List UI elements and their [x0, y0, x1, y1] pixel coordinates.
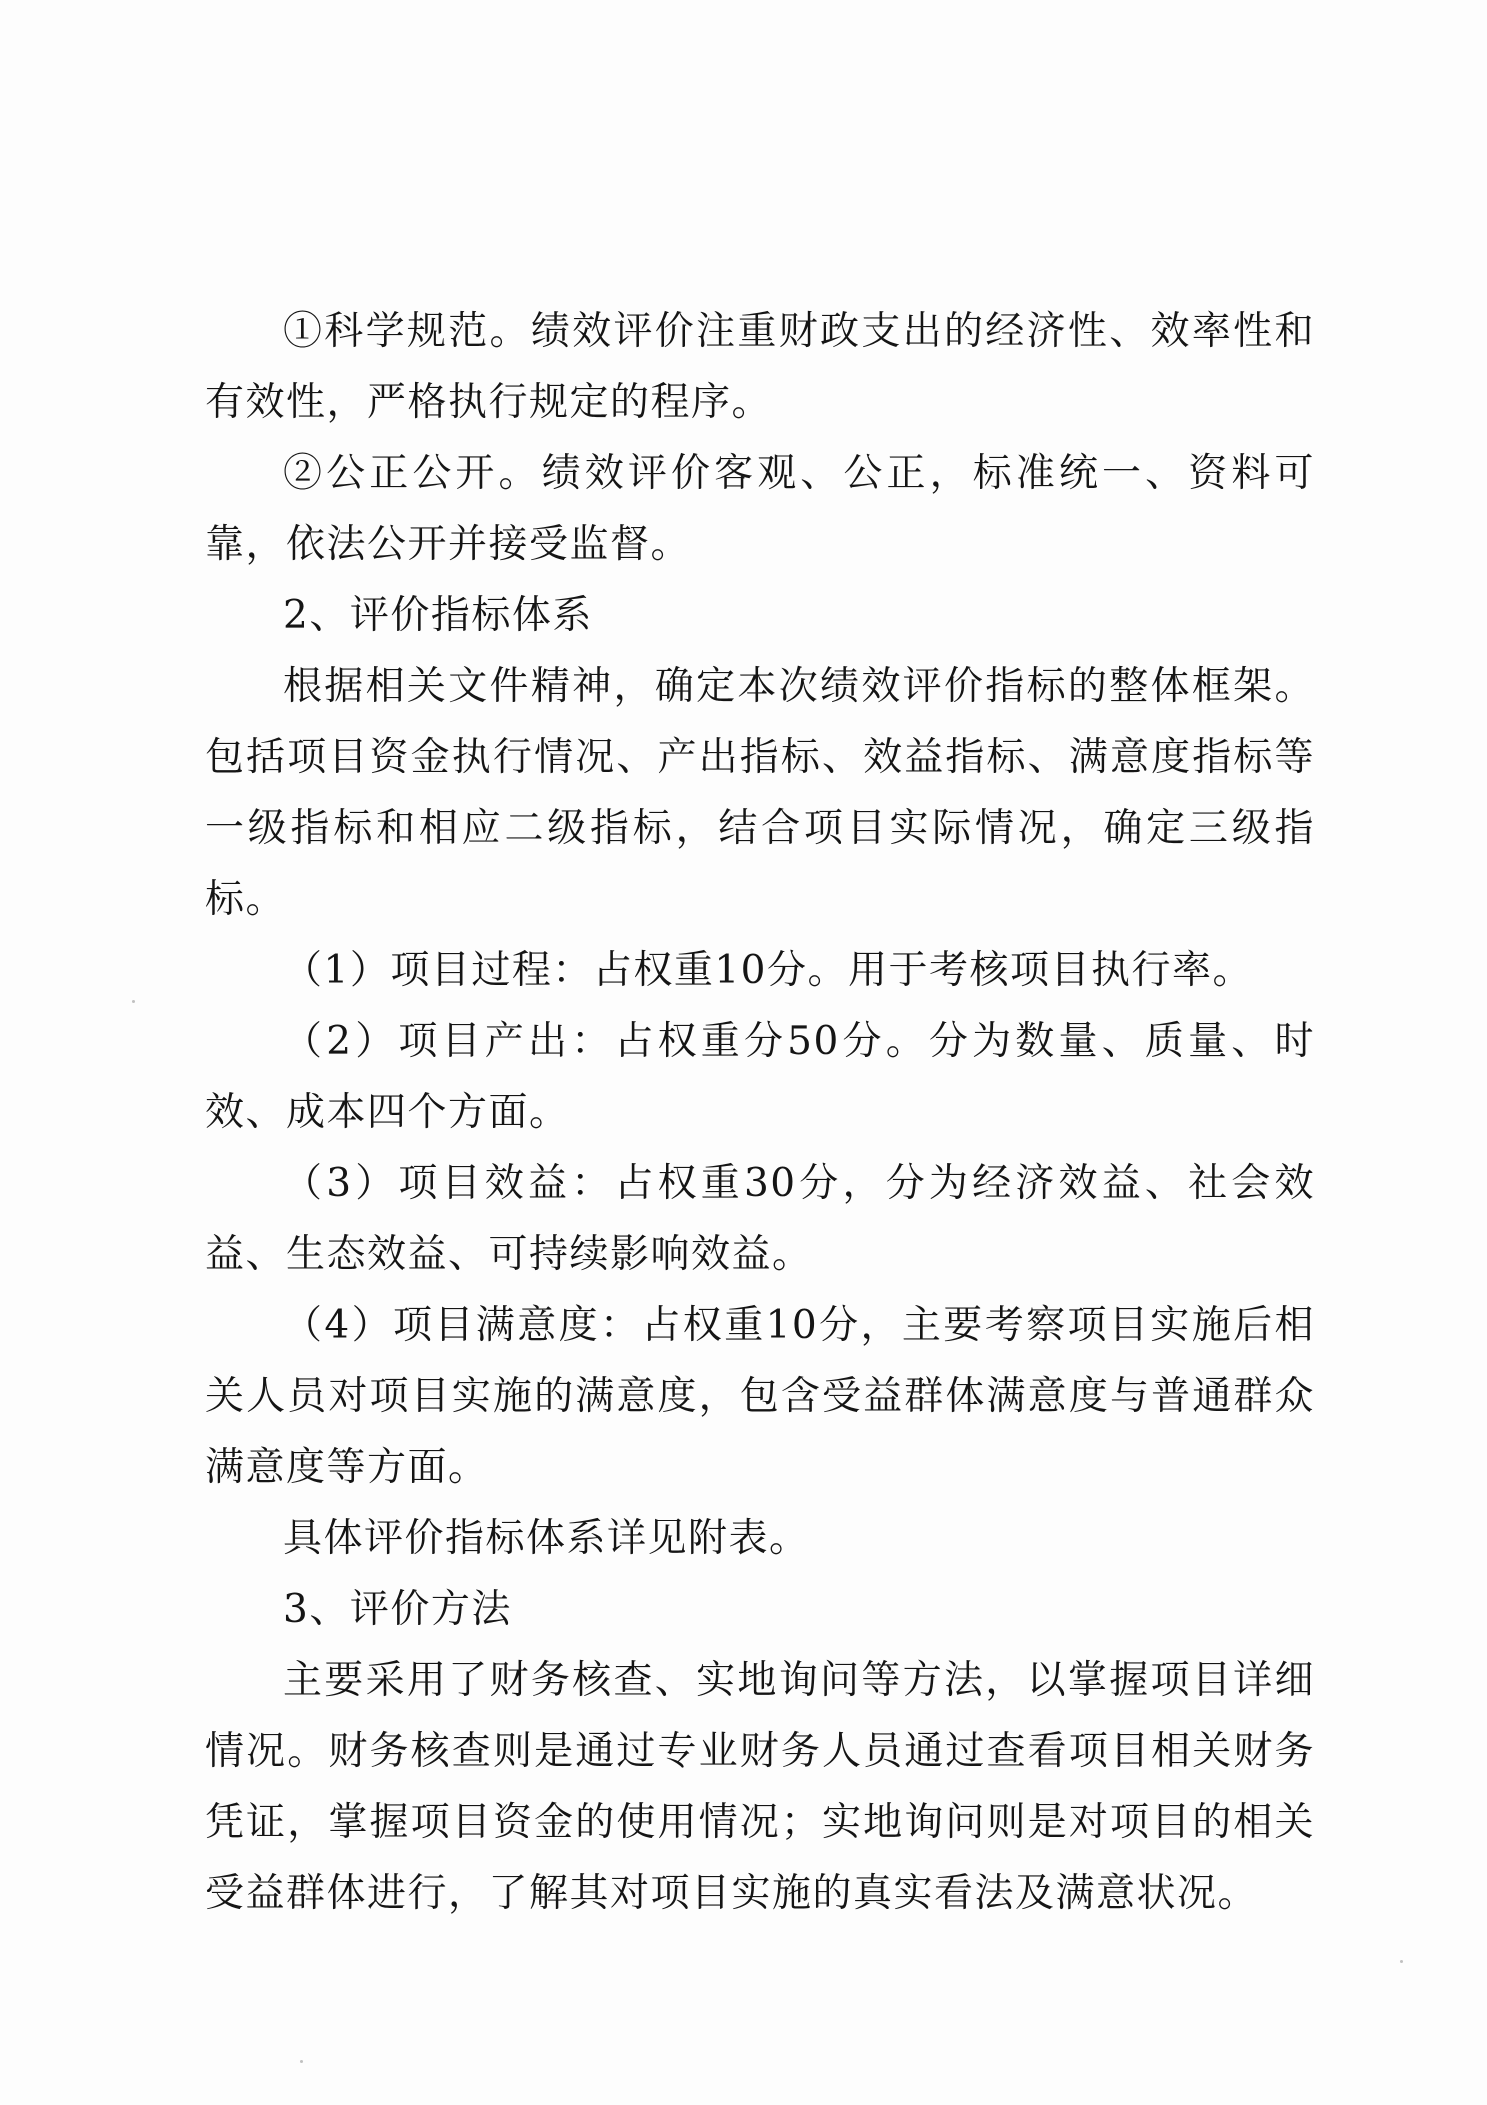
section-heading-evaluation-method: 3、评价方法	[283, 1587, 512, 1632]
scan-speck	[1400, 1960, 1403, 1963]
principle-scientific: ①科学规范。绩效评价注重财政支出的经济性、效率性和有效性，严格执行规定的程序。	[205, 309, 1315, 425]
indicator-framework-paragraph: 根据相关文件精神，确定本次绩效评价指标的整体框架。包括项目资金执行情况、产出指标、效益指标、满意度指标等一级指标和相应二级指标，结合项目实际情况，确定三级指标。	[205, 664, 1315, 922]
indicator-output: （2）项目产出：占权重分50分。分为数量、质量、时效、成本四个方面。	[205, 1019, 1315, 1135]
principle-fair-open: ②公正公开。绩效评价客观、公正，标准统一、资料可靠，依法公开并接受监督。	[205, 451, 1315, 567]
document-body	[205, 296, 1315, 1929]
appendix-reference: 具体评价指标体系详见附表。	[283, 1516, 810, 1561]
evaluation-method-paragraph: 主要采用了财务核查、实地询问等方法，以掌握项目详细情况。财务核查则是通过专业财务人员通过查看项目相关财务凭证，掌握项目资金的使用情况；实地询问则是对项目的相关受益群体进行，了解其对项目实施的真实看法及满意状况。	[205, 1658, 1315, 1916]
indicator-benefit: （3）项目效益：占权重30分，分为经济效益、社会效益、生态效益、可持续影响效益。	[205, 1161, 1315, 1277]
scan-speck	[300, 2060, 303, 2063]
indicator-process: （1）项目过程：占权重10分。用于考核项目执行率。	[283, 948, 1253, 993]
scan-speck	[132, 1000, 135, 1003]
section-heading-indicator-system: 2、评价指标体系	[283, 593, 593, 638]
indicator-satisfaction: （4）项目满意度：占权重10分，主要考察项目实施后相关人员对项目实施的满意度，包含受益群体满意度与普通群众满意度等方面。	[205, 1303, 1315, 1490]
